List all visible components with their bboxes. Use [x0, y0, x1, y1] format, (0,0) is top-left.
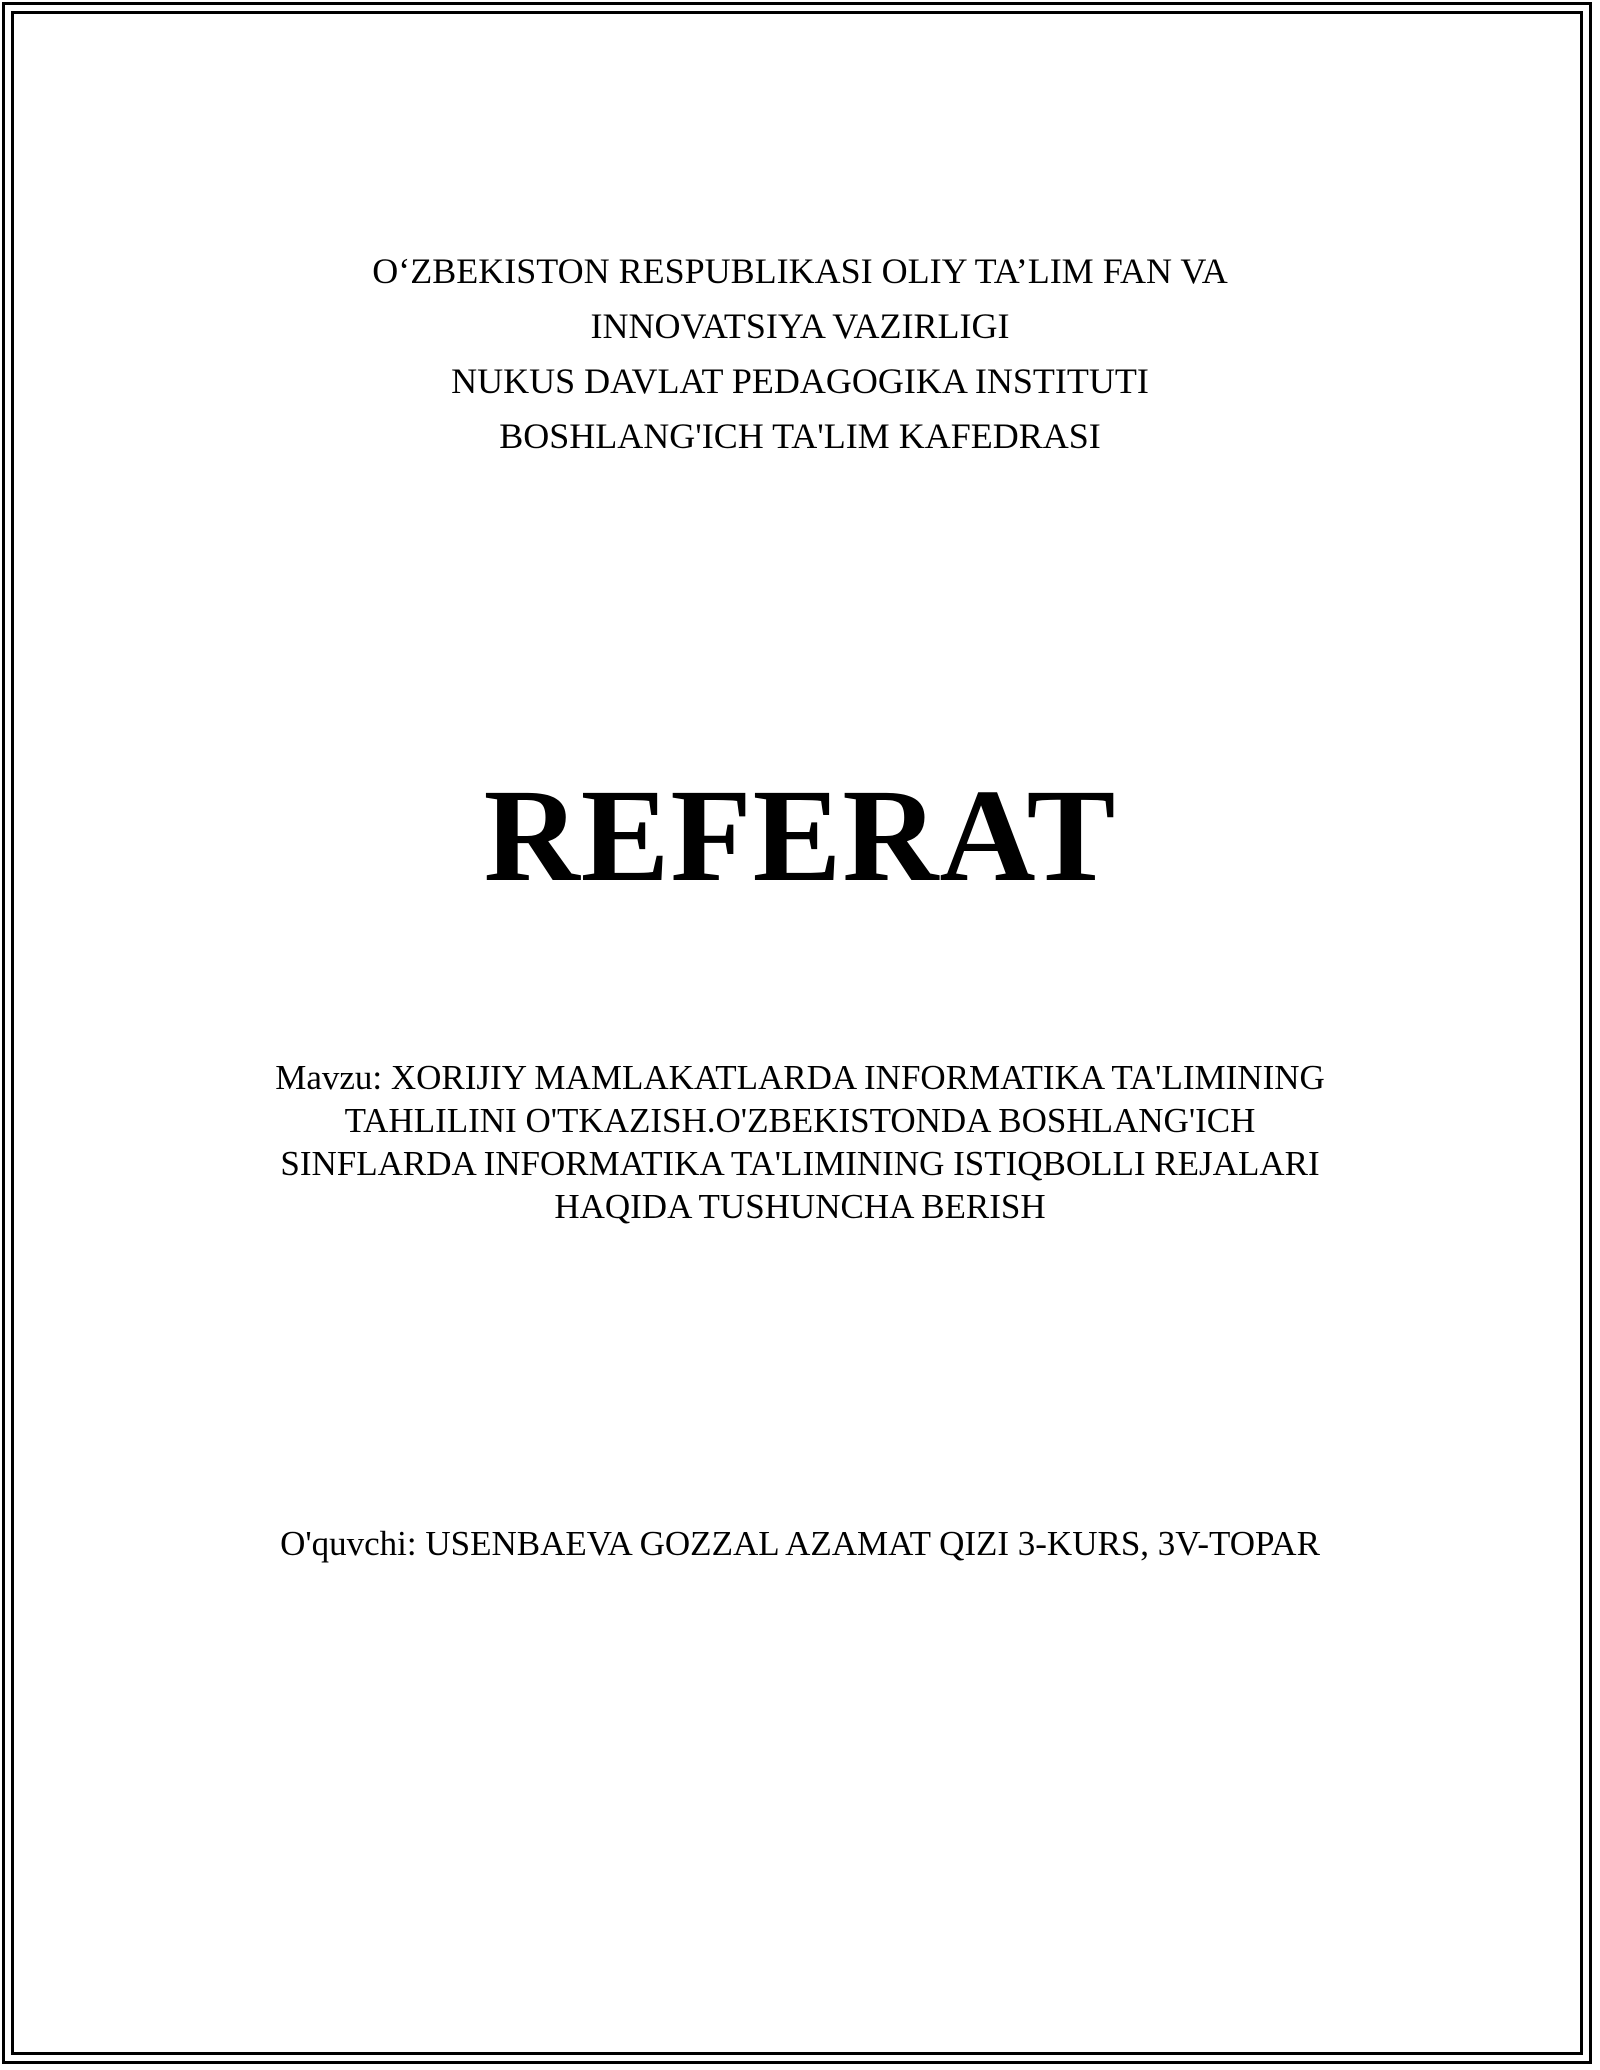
- topic-block: [0, 1056, 1600, 1228]
- topic-line-1: Mavzu: XORIJIY MAMLAKATLARDA INFORMATIKA TA'LIMINING: [275, 1058, 1325, 1097]
- institution-header: [0, 244, 1600, 464]
- header-line-department: BOSHLANG'ICH TA'LIM KAFEDRASI: [499, 416, 1101, 456]
- header-line-institute: NUKUS DAVLAT PEDAGOGIKA INSTITUTI: [451, 361, 1149, 401]
- student-info: O'quvchi: USENBAEVA GOZZAL AZAMAT QIZI 3-KURS, 3V-TOPAR: [280, 1524, 1320, 1563]
- topic-line-4: HAQIDA TUSHUNCHA BERISH: [554, 1187, 1046, 1226]
- header-line-ministry-2: INNOVATSIYA VAZIRLIGI: [590, 306, 1010, 346]
- header-line-ministry-1: O‘ZBEKISTON RESPUBLIKASI OLIY TA’LIM FAN VA: [372, 251, 1228, 291]
- topic-line-3: SINFLARDA INFORMATIKA TA'LIMINING ISTIQBOLLI REJALARI: [280, 1144, 1320, 1183]
- topic-line-2: TAHLILINI O'TKAZISH.O'ZBEKISTONDA BOSHLANG'ICH: [344, 1101, 1256, 1140]
- document-title: REFERAT: [483, 761, 1117, 909]
